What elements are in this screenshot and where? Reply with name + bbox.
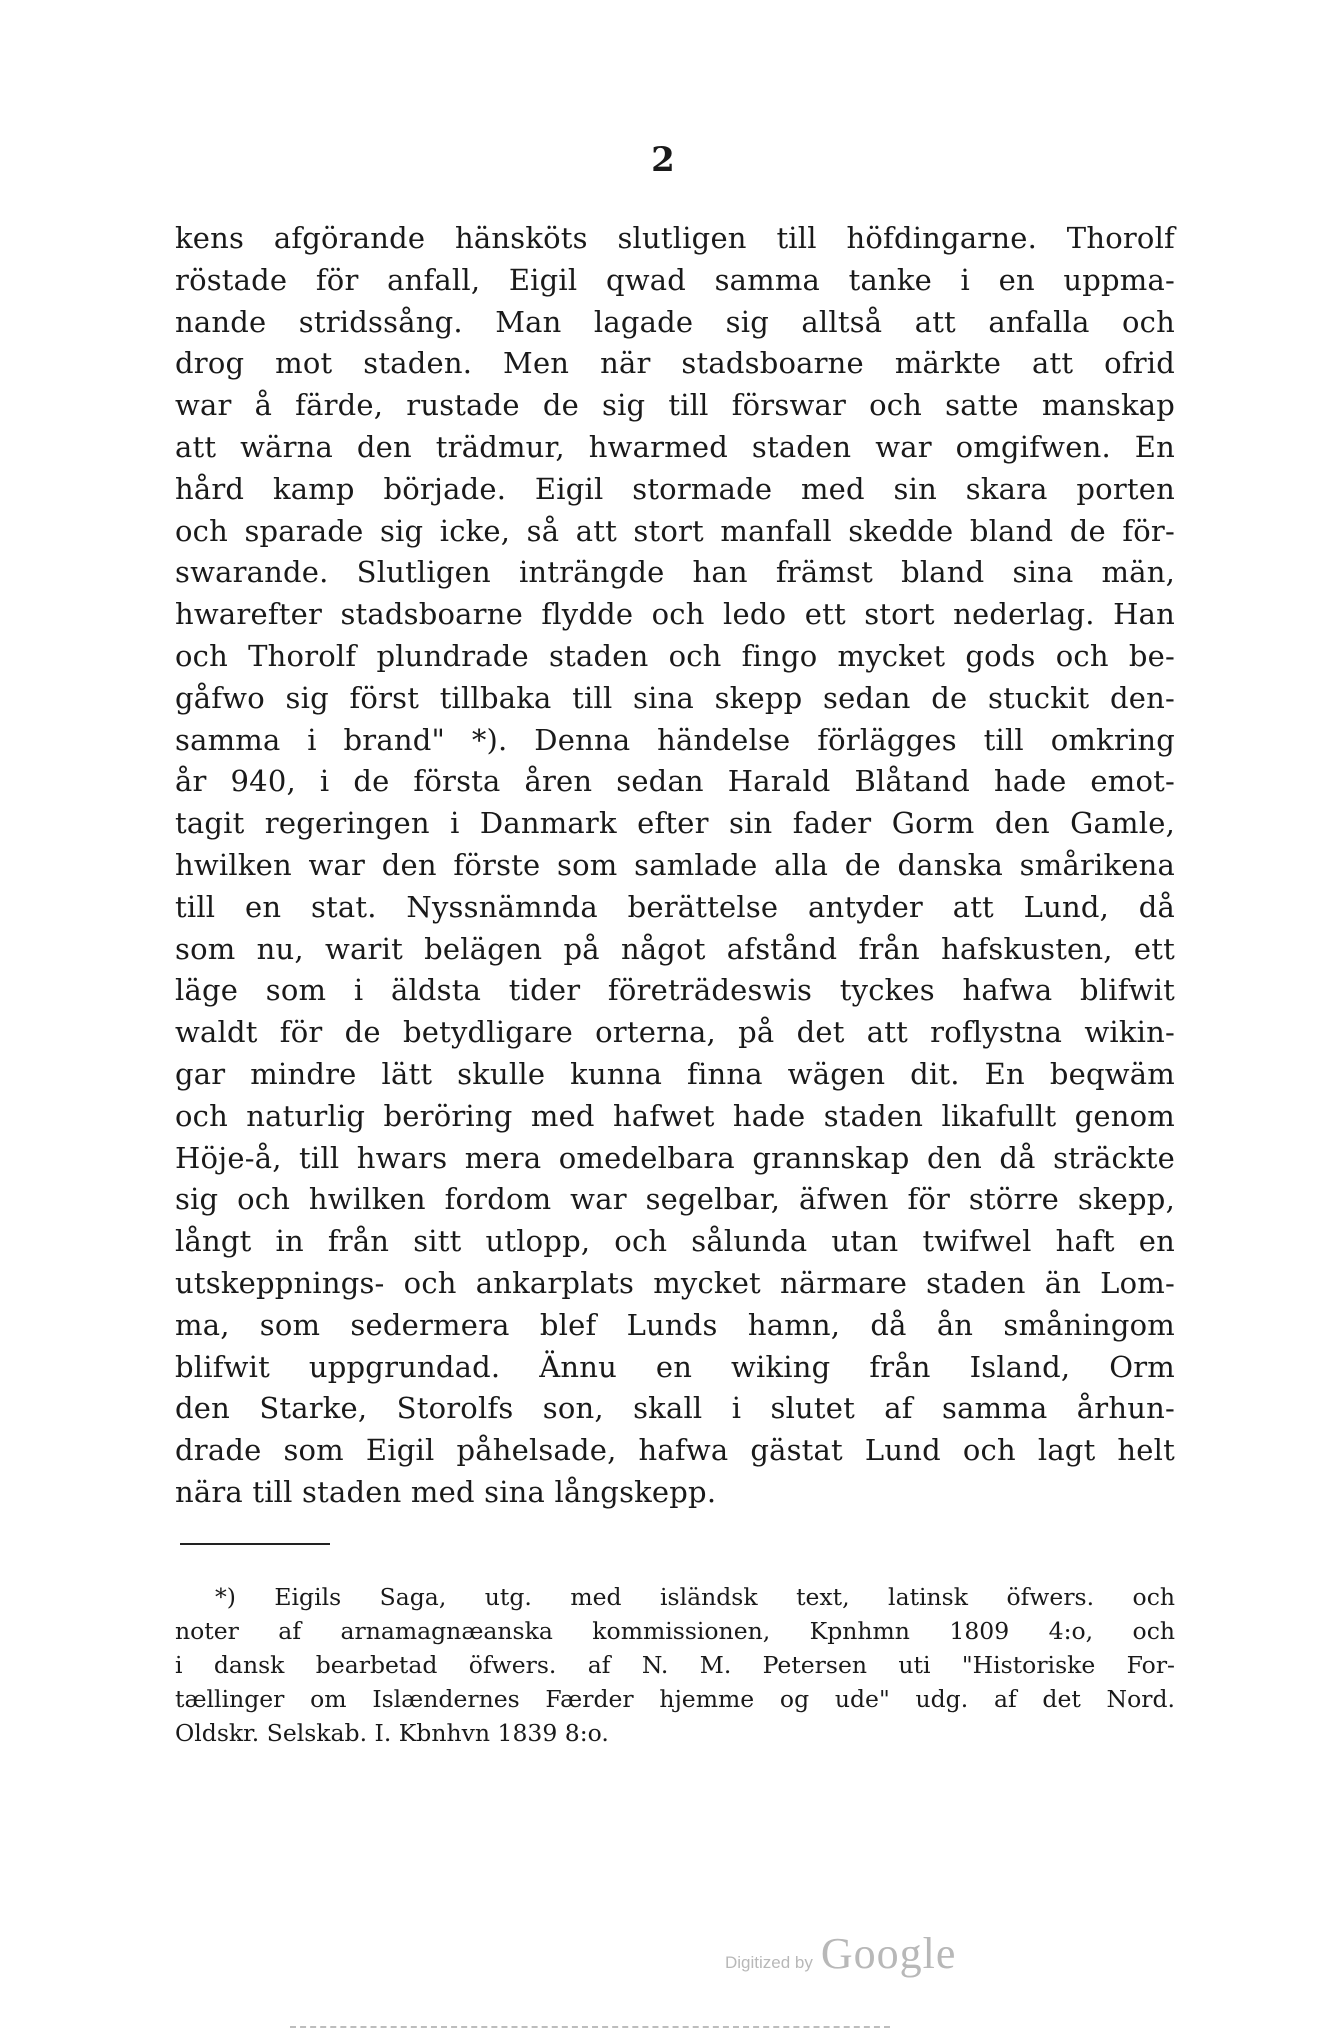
- body-line: som nu, warit belägen på något afstånd från hafskusten, ett: [175, 931, 1175, 966]
- footnote-line: noter af arnamagnæanska kommissionen, Kpnhmn 1809 4:o, och: [175, 1617, 1175, 1645]
- body-line: drade som Eigil påhelsade, hafwa gästat Lund och lagt helt: [175, 1433, 1175, 1468]
- body-line: swarande. Slutligen inträngde han främst bland sina män,: [175, 555, 1175, 590]
- footnote-line: i dansk bearbetad öfwers. af N. M. Petersen uti "Historiske For-: [175, 1651, 1175, 1679]
- body-line: gåfwo sig först tillbaka till sina skepp sedan de stuckit den-: [175, 680, 1175, 715]
- watermark-small-text: Digitized by: [725, 1953, 813, 1972]
- body-line: kens afgörande hänsköts slutligen till höfdingarne. Thorolf: [175, 221, 1175, 255]
- page-number: 2: [651, 140, 676, 180]
- watermark-logo-text: Google: [820, 1929, 957, 1978]
- body-line: och naturlig beröring med hafwet hade staden likafullt genom: [175, 1098, 1175, 1133]
- body-line: år 940, i de första åren sedan Harald Blåtand hade emot-: [175, 764, 1175, 799]
- body-line: den Starke, Storolfs son, skall i slutet af samma århun-: [175, 1391, 1175, 1426]
- footnote-line: tællinger om Islændernes Færder hjemme og ude" udg. af det Nord.: [175, 1685, 1175, 1713]
- page-edge-marks: [290, 2026, 890, 2032]
- body-line: gar mindre lätt skulle kunna finna wägen dit. En beqwäm: [175, 1056, 1175, 1091]
- footnote-line: Oldskr. Selskab. I. Kbnhvn 1839 8:o.: [175, 1719, 609, 1747]
- body-line: och sparade sig icke, så att stort manfall skedde bland de för-: [175, 513, 1175, 548]
- body-line: Höje-å, till hwars mera omedelbara grannskap den då sträckte: [175, 1140, 1175, 1175]
- body-line: waldt för de betydligare orterna, på det att roflystna wikin-: [175, 1015, 1175, 1050]
- footnote-divider: [180, 1543, 330, 1545]
- body-line: sig och hwilken fordom war segelbar, äfwen för större skepp,: [175, 1182, 1175, 1217]
- body-line: samma i brand" *). Denna händelse förlägges till omkring: [175, 722, 1175, 757]
- body-line: och Thorolf plundrade staden och fingo mycket gods och be-: [175, 638, 1175, 673]
- body-line: drog mot staden. Men när stadsboarne märkte att ofrid: [175, 346, 1175, 381]
- body-line: nära till staden med sina långskepp.: [175, 1474, 717, 1509]
- body-text: [175, 218, 1175, 1514]
- body-line: att wärna den trädmur, hwarmed staden war omgifwen. En: [175, 429, 1175, 464]
- body-line: blifwit uppgrundad. Ännu en wiking från Island, Orm: [175, 1349, 1175, 1384]
- body-line: röstade för anfall, Eigil qwad samma tanke i en uppma-: [175, 262, 1175, 297]
- footnote-line: *) Eigils Saga, utg. med isländsk text, latinsk öfwers. och: [215, 1583, 1175, 1611]
- body-line: hwarefter stadsboarne flydde och ledo ett stort nederlag. Han: [175, 597, 1175, 632]
- body-line: hwilken war den förste som samlade alla de danska smårikena: [175, 847, 1175, 882]
- body-line: till en stat. Nyssnämnda berättelse antyder att Lund, då: [175, 889, 1175, 924]
- body-line: läge som i äldsta tider företrädeswis tyckes hafwa blifwit: [175, 973, 1175, 1008]
- digitized-by-google-watermark: [725, 1928, 956, 1979]
- body-line: långt in från sitt utlopp, och sålunda utan twifwel haft en: [175, 1224, 1175, 1259]
- body-line: utskeppnings- och ankarplats mycket närmare staden än Lom-: [175, 1265, 1175, 1300]
- body-line: war å färde, rustade de sig till förswar och satte manskap: [175, 388, 1175, 423]
- footnote: [175, 1580, 1175, 1750]
- body-line: nande stridssång. Man lagade sig alltså att anfalla och: [175, 304, 1175, 339]
- body-line: ma, som sedermera blef Lunds hamn, då ån småningom: [175, 1307, 1175, 1342]
- body-line: tagit regeringen i Danmark efter sin fader Gorm den Gamle,: [175, 806, 1175, 841]
- body-line: hård kamp började. Eigil stormade med sin skara porten: [175, 471, 1175, 506]
